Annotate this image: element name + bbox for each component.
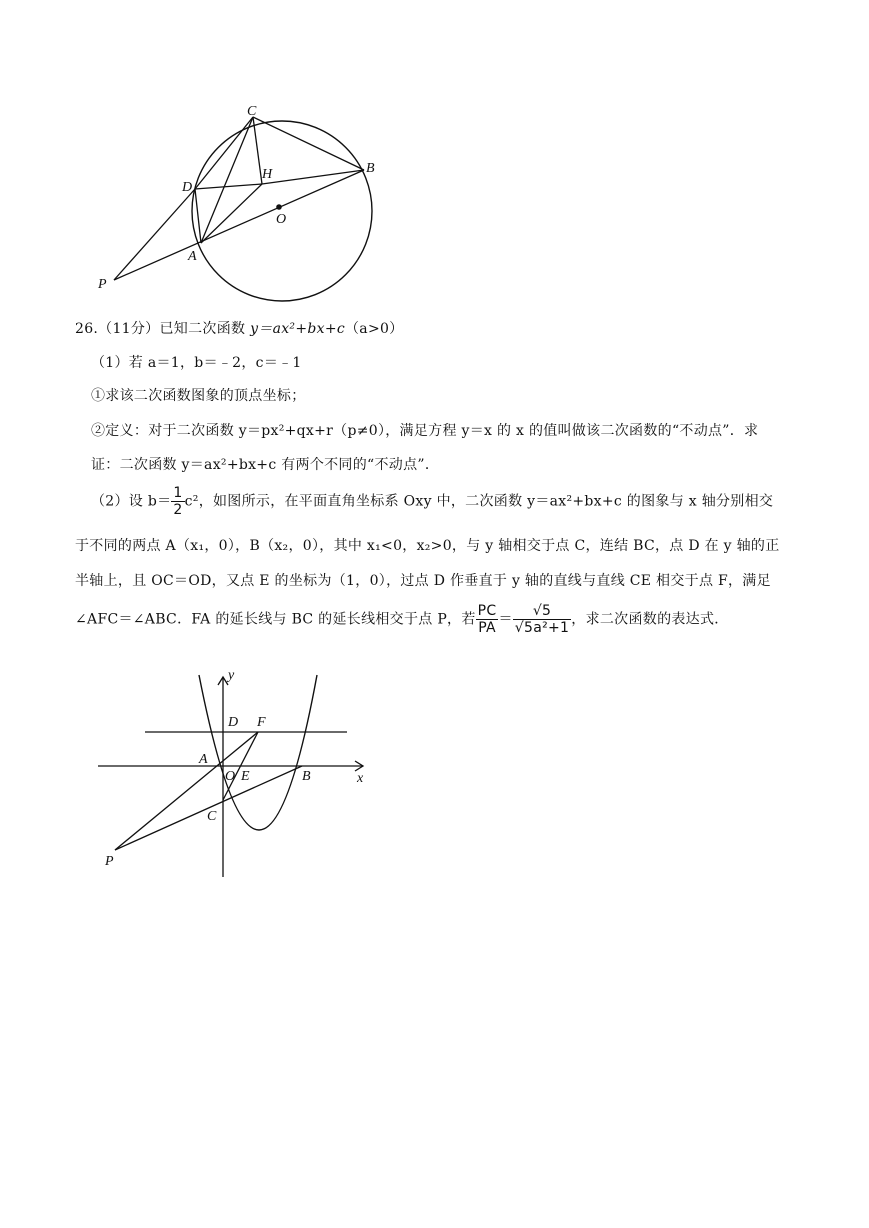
part2-line4: [75, 603, 729, 636]
line-p-b: [114, 170, 364, 280]
label-d: D: [228, 715, 239, 730]
line-p-f: [115, 732, 258, 850]
label-a: A: [188, 249, 197, 264]
label-e: E: [241, 769, 250, 784]
label-p: P: [105, 854, 114, 869]
part1-question1: ①求该二次函数图象的顶点坐标；: [91, 388, 306, 404]
parabola-figure: [95, 665, 380, 880]
problem-points: （11分）: [98, 321, 160, 337]
label-b: B: [366, 161, 375, 176]
center-point: [276, 204, 282, 210]
circle-o: [192, 121, 372, 301]
line-d-h: [195, 184, 262, 189]
ratio-equals: ＝: [498, 611, 513, 628]
line-c-a: [201, 117, 253, 243]
part2-line1-end: c²，如图所示，在平面直角坐标系 Oxy 中，二次函数 y＝ax²+bx+c 的图象与 x 轴分别相交: [184, 493, 774, 510]
part1-question2-line1: ②定义：对于二次函数 y＝px²+qx+r（p≠0），满足方程 y＝x 的 x 的值叫做该二次函数的“不动点”．求: [91, 423, 759, 439]
problem-header: [75, 318, 403, 338]
half-denominator: 2: [173, 502, 183, 518]
parabola: [199, 675, 317, 830]
label-c: C: [247, 104, 257, 119]
part2-line2: 于不同的两点 A（x₁，0），B（x₂，0），其中 x₁<0，x₂>0，与 y 轴相交于点 C，连结 BC，点 D 在 y 轴的正: [75, 538, 780, 554]
label-h: H: [262, 167, 273, 182]
problem-number: 26.: [75, 321, 99, 337]
line-p-d: [114, 189, 195, 280]
line-a-h: [201, 184, 262, 243]
line-c-d: [195, 117, 253, 189]
problem-condition: （a>0）: [345, 321, 404, 337]
half-numerator: 1: [173, 485, 183, 501]
label-y: y: [228, 668, 235, 683]
problem-26: [75, 318, 795, 658]
part2-line3: 半轴上，且 OC＝OD，又点 E 的坐标为（1，0），过点 D 作垂直于 y 轴的直线与直线 CE 相交于点 F，满足: [75, 573, 771, 589]
label-b: B: [302, 769, 311, 784]
half-fraction: [171, 485, 184, 518]
ratio-numerator: PC: [477, 603, 497, 619]
label-o: O: [276, 212, 287, 227]
label-p: P: [98, 277, 107, 292]
rhs-denominator: √5a²+1: [514, 620, 570, 636]
line-c-h: [253, 117, 262, 184]
ratio-fraction: [476, 603, 499, 636]
label-c: C: [207, 809, 217, 824]
ratio-denominator: PA: [478, 620, 496, 636]
part2-line1: [91, 485, 773, 518]
part2-line4-end: ，求二次函数的表达式．: [571, 611, 729, 628]
part2-line4-start: ∠AFC＝∠ABC．FA 的延长线与 BC 的延长线相交于点 P，若: [75, 611, 476, 628]
problem-stem: 已知二次函数: [159, 321, 251, 337]
line-p-b: [115, 766, 302, 850]
part2-line1-start: （2）设 b＝: [91, 493, 172, 510]
part1-question2-line2: 证：二次函数 y＝ax²+bx+c 有两个不同的“不动点”．: [91, 457, 440, 473]
label-f: F: [257, 715, 266, 730]
part1-condition: （1）若 a＝1，b＝﹣2，c＝﹣1: [91, 355, 302, 371]
problem-function: y＝ax²+bx+c: [250, 321, 345, 337]
label-d: D: [182, 180, 193, 195]
rhs-fraction: [513, 603, 571, 636]
label-a: A: [199, 752, 208, 767]
label-o: O: [225, 769, 236, 784]
circle-figure: [90, 100, 390, 305]
rhs-numerator: √5: [513, 603, 571, 620]
label-x: x: [357, 771, 364, 786]
